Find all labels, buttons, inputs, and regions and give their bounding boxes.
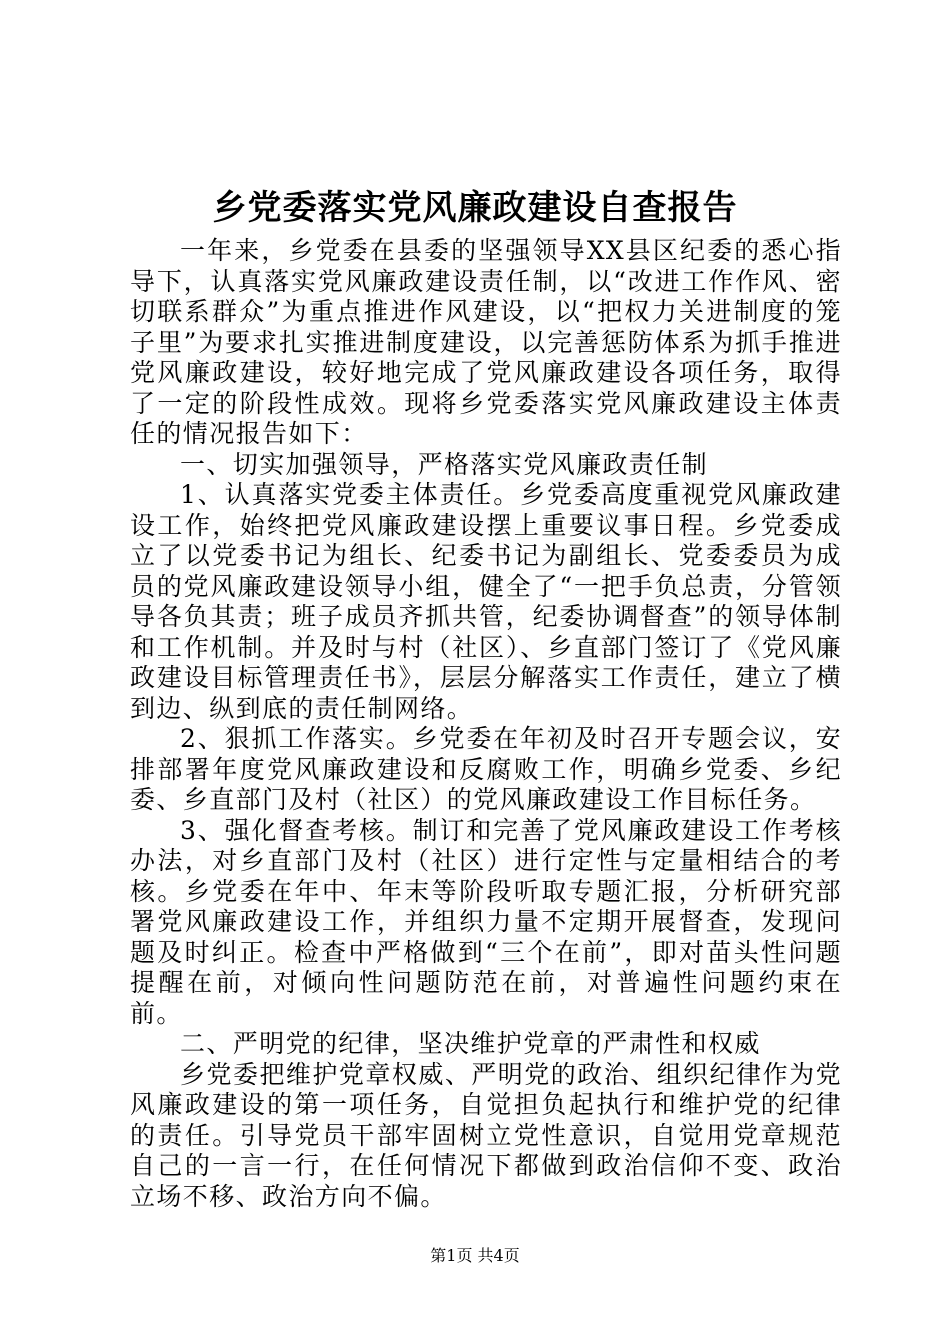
section-heading-2: 二、严明党的纪律，坚决维护党章的严肃性和权威 (180, 1029, 761, 1058)
paragraph-intro: 一年来，乡党委在县委的坚强领导XX县区纪委的悉心指导下，认真落实党风廉政建设责任制，以“改进工作作风、密切联系群众”为重点推进作风建设，以“把权力关进制度的笼子里”为要求扎实推进制度建设，以完善惩防体系为抓手推进党风廉政建设，较好地完成了党风廉政建设各项任务，取得了一定的阶段性成效。现将乡党委落实党风廉政建设主体责任的情况报告如下： (130, 236, 842, 448)
paragraph-section-2: 乡党委把维护党章权威、严明党的政治、组织纪律作为党风廉政建设的第一项任务，自觉担负起执行和维护党的纪律的责任。引导党员干部牢固树立党性意识，自觉用党章规范自己的一言一行，在任何情况下都做到政治信仰不变、政治立场不移、政治方向不偏。 (130, 1059, 842, 1211)
paragraph-item-1: 1、认真落实党委主体责任。乡党委高度重视党风廉政建设工作，始终把党风廉政建设摆上重要议事日程。乡党委成立了以党委书记为组长、纪委书记为副组长、党委委员为成员的党风廉政建设领导小组，健全了“一把手负总责，分管领导各负其责；班子成员齐抓共管，纪委协调督查”的领导体制和工作机制。并及时与村（社区）、乡直部门签订了《党风廉政建设目标管理责任书》，层层分解落实工作责任，建立了横到边、纵到底的责任制网络。 (130, 480, 842, 723)
page-footer (0, 1245, 950, 1267)
document-body (130, 236, 842, 1212)
section-heading-1: 一、切实加强领导，严格落实党风廉政责任制 (180, 449, 709, 479)
page-number: 第1页 共4页 (430, 1246, 520, 1265)
paragraph-item-3: 3、强化督查考核。制订和完善了党风廉政建设工作考核办法，对乡直部门及村（社区）进行定性与定量相结合的考核。乡党委在年中、年末等阶段听取专题汇报，分析研究部署党风廉政建设工作，并组织力量不定期开展督查，发现问题及时纠正。检查中严格做到“三个在前”，即对苗头性问题提醒在前，对倾向性问题防范在前，对普遍性问题约束在前。 (130, 815, 842, 1028)
document-title: 乡党委落实党风廉政建设自查报告 (212, 188, 738, 228)
paragraph-item-2: 2、狠抓工作落实。乡党委在年初及时召开专题会议，安排部署年度党风廉政建设和反腐败工作，明确乡党委、乡纪委、乡直部门及村（社区）的党风廉政建设工作目标任务。 (130, 724, 842, 814)
